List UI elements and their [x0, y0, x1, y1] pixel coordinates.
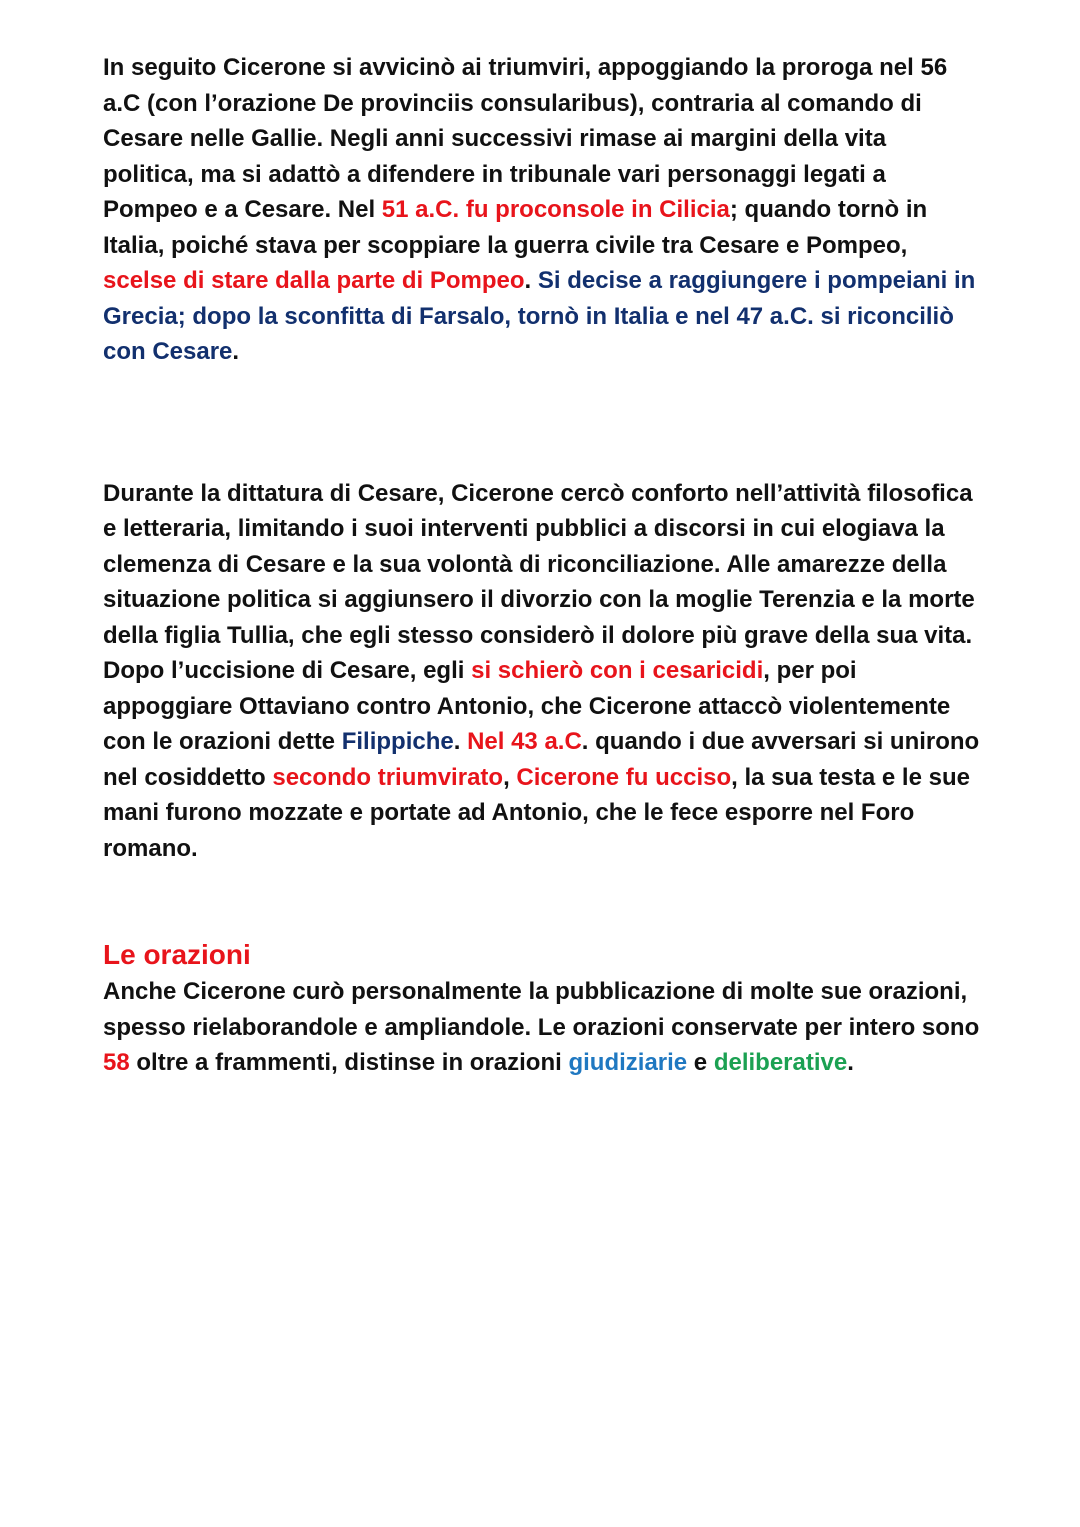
highlight-reconciliation: Si decise a raggiungere i pompeiani in Grecia; dopo la sconfitta di Farsalo, tornò in Italia e nel 47 a.C. si riconciliò con Cesare: [103, 267, 976, 365]
highlight-cesaricidi: si schierò con i cesaricidi: [471, 657, 764, 684]
text-span: .: [232, 338, 240, 365]
text-span: .: [847, 1049, 854, 1076]
text-span: Anche Cicerone curò personalmente la pubblicazione di molte sue orazioni, spesso rielaborandole e ampliandole. Le orazioni conservate per intero sono: [103, 978, 980, 1041]
text-span: oltre a frammenti, distinse in orazioni: [129, 1049, 569, 1076]
highlight-deliberative: deliberative: [713, 1049, 848, 1076]
paragraph-dictatorship: [103, 476, 983, 867]
paragraph-orations: [103, 974, 983, 1081]
document-page: [103, 50, 983, 1081]
highlight-filippiche: Filippiche: [341, 728, 454, 755]
highlight-count-58: 58: [103, 1049, 130, 1076]
text-span: ; quando tornò in Italia, poiché stava per scoppiare la guerra civile tra Cesare e Pompeo,: [103, 196, 928, 259]
highlight-side-pompeo: scelse di stare dalla parte di Pompeo: [103, 267, 525, 294]
paragraph-triumvirs: [103, 50, 983, 370]
highlight-second-triumvirate: secondo triumvirato: [272, 763, 504, 791]
text-span: .: [524, 267, 538, 294]
text-span: Durante la dittatura di Cesare, Cicerone cercò conforto nell’attività filosofica e letteraria, limitando i suoi interventi pubblici a discorsi in cui elogiava la clemenza di Cesare e la sua volontà di riconciliazione. Alle amarezze della situazione politica si aggiunsero il divorzio con la moglie Terenzia e la morte della figlia Tullia, che egli stesso considerò il dolore più grave della sua vita. Dopo l’uccisione di Cesare, egli: [103, 479, 975, 684]
section-heading: Le orazioni: [103, 939, 251, 970]
text-span: , per poi appoggiare Ottaviano contro Antonio, che Cicerone attaccò violentemente con le orazioni dette: [103, 657, 951, 755]
text-span: .: [453, 728, 468, 755]
highlight-proconsul-cilicia: 51 a.C. fu proconsole in Cilicia: [381, 196, 730, 223]
text-span: In seguito Cicerone si avvicinò ai triumviri, appoggiando la proroga nel 56 a.C (con l’orazione De provinciis consularibus), contraria al comando di Cesare nelle Gallie. Negli anni successivi rimase ai margini della vita politica, ma si adattò a difendere in tribunale vari personaggi legati a Pompeo e a Cesare. Nel: [103, 54, 948, 223]
text-span: e: [687, 1049, 714, 1076]
text-span: ,: [503, 763, 517, 791]
highlight-cicero-killed: Cicerone fu ucciso: [516, 763, 732, 791]
highlight-year-43: Nel 43 a.C: [467, 728, 582, 755]
text-span: , la sua testa e le sue mani furono mozzate e portate ad Antonio, che le fece esporre nel Foro romano.: [103, 763, 970, 862]
text-span: . quando i due avversari si unirono nel cosiddetto: [103, 728, 980, 791]
highlight-judicial: giudiziarie: [568, 1049, 688, 1076]
